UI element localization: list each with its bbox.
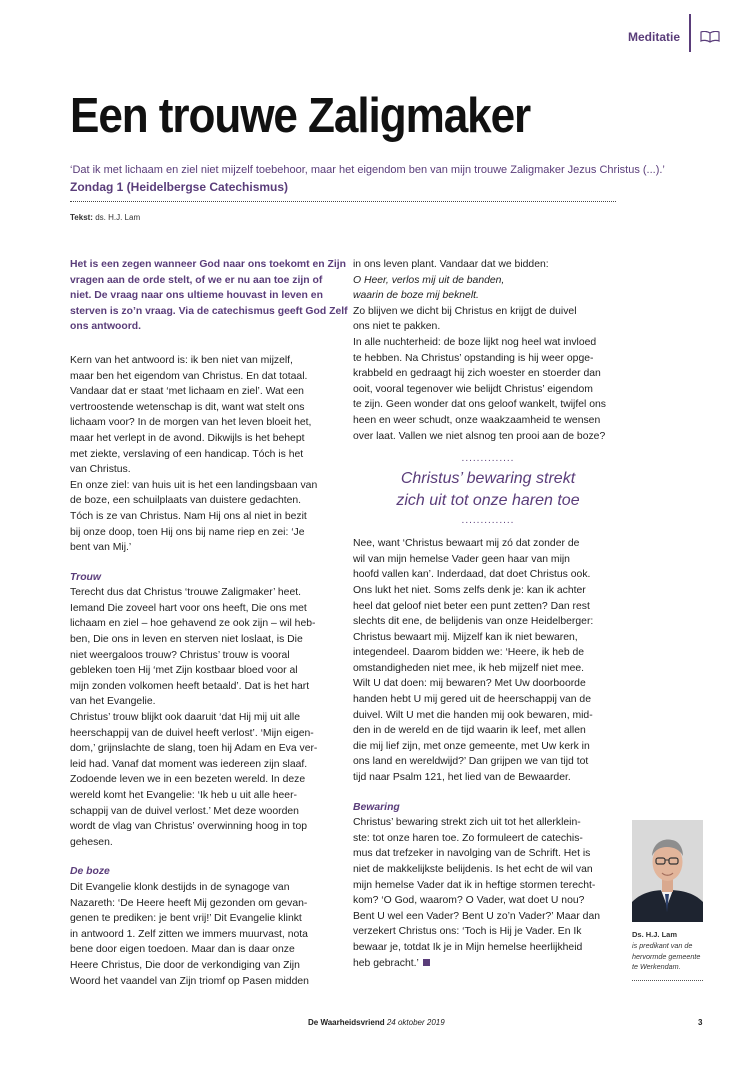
caption-divider (632, 980, 703, 981)
text-line: Wilt U dat doen: mij bewaren? Met Uw doorboorde (353, 678, 586, 690)
text-line: heen en weer schudt, onze waakzaamheid te wensen (353, 414, 601, 426)
text-line: met ziekte, verslaving of een handicap. Tóch is het (70, 448, 304, 460)
caption-text (632, 941, 708, 973)
text-line: in ons leven plant. Vandaar dat we bidden: (353, 259, 549, 270)
lead-paragraph (70, 257, 348, 335)
text-line: leid had. Vanaf dat moment was iedereen zijn slaaf. (70, 758, 308, 770)
text-line: ooit, vooral tegenover wie belijdt Christus’ eigendom (353, 383, 593, 395)
text-line: hervormde gemeente (632, 951, 701, 961)
text-line: dom,’ grijnslachte de slang, toen hij Adam en Eva ver- (70, 743, 318, 755)
text-line: kom? ‘O God, waarom? O Vader, wat doet U nou? (353, 895, 585, 907)
text-line: ons niet te pakken. (353, 321, 441, 333)
paragraph (353, 815, 623, 971)
text-line: zich uit tot onze haren toe (396, 492, 580, 510)
pull-quote (353, 454, 623, 526)
text-line: de boze, een schuilplaats van duistere gedachten. (70, 495, 302, 507)
end-mark-icon (423, 959, 430, 966)
issue-date: 24 oktober 2019 (386, 1018, 445, 1027)
text-line: van het Evangelie. (70, 696, 156, 708)
pull-quote-dots-bottom: .............. (461, 515, 515, 527)
page-number: 3 (698, 1018, 703, 1027)
pull-quote-dots-top: .............. (461, 453, 515, 465)
text-line: niet. De vraag naar ons ultieme houvast in leven en (70, 290, 323, 302)
paragraph (70, 880, 340, 989)
text-line: Zodoende leven we in een bezeten wereld. In deze (70, 774, 306, 786)
text-line: Iemand Die zoveel hart voor ons heeft, Die ons met (70, 602, 307, 614)
text-line: wil van mijn hemelse Vader geen haar van mijn (353, 553, 570, 565)
text-line: In alle nuchterheid: de boze lijkt nog heel wat invloed (353, 336, 597, 348)
subheading-trouw: Trouw (70, 571, 101, 583)
text-line: ons antwoord. (70, 321, 141, 333)
text-line: tijd naar Psalm 121, het lied van de Bewaarder. (353, 772, 571, 784)
paragraph (70, 585, 340, 850)
text-line: gehesen. (70, 836, 113, 848)
text-line: ben, Die ons in leven en sterven niet loslaat, is Die (70, 634, 303, 646)
paragraph (353, 304, 623, 444)
text-line: Ons lukt het niet. Soms zelfs denk je: kan ik achter (353, 584, 586, 596)
byline-label: Tekst: (70, 213, 93, 222)
footer (308, 1018, 445, 1027)
text-line: genen te prediken: je bent vrij!’ Dit Evangelie klinkt (70, 913, 302, 925)
text-line: krabbeld en gedraagt hij zich woester en stoerder dan (353, 368, 601, 380)
text-line: hoofd vallen kan’. Inderdaad, dat doet Christus ook. (353, 569, 591, 581)
text-line: is predikant van de (632, 941, 693, 950)
text-line: bent van Mij.’ (70, 542, 132, 554)
prayer-verse (353, 273, 623, 304)
text-line: maar het verlept in de avond. Dikwijls is het behept (70, 432, 305, 444)
text-line: te hebben. Na Christus’ opstanding is hij weer opge- (353, 352, 594, 364)
text-line: schappij van de duivel verlost.’ Met deze woorden (70, 805, 299, 817)
text-line: te zijn. Geen wonder dat ons geloof wankelt, twijfel ons (353, 399, 606, 411)
text-line: Het is een zegen wanneer God naar ons toekomt en Zijn (70, 259, 346, 270)
text-line: En onze ziel: van huis uit is het een landingsbaan van (70, 479, 318, 491)
text-line: Christus bewaart mij. Mijzelf kan ik niet bewaren, (353, 631, 578, 643)
text-line: Terecht dus dat Christus ‘trouwe Zaligmaker’ heet. (70, 587, 302, 599)
header-divider (689, 14, 691, 52)
text-line: ons land en wereldwijd?’ Dan grijpen we van tijd tot (353, 756, 589, 768)
text-line: wordt de vlag van Christus’ overwinning hoog in top (70, 821, 308, 833)
text-line: Bent U wel een Vader? Bent U zo’n Vader?’ Maar dan (353, 910, 601, 922)
text-line: den in de wereld en de tijd waarin ik leef, met allen (353, 725, 586, 737)
text-line: Nee, want ‘Christus bewaart mij zó dat zonder de (353, 538, 580, 550)
catechism-quote: ‘Dat ik met lichaam en ziel niet mijzelf toebehoor, maar het eigendom ben van mijn trouwe Zaligmaker Jezus Christus (...).’ (70, 164, 665, 176)
text-line: Christus’ bewaring strekt zich uit tot het allerklein- (353, 817, 581, 829)
text-line: van Christus. (70, 464, 131, 476)
byline (70, 213, 140, 222)
text-line: Christus’ trouw blijkt ook daaruit ‘dat Hij mij uit alle (70, 712, 301, 724)
text-line: over laat. Vallen we niet alsnog ten prooi aan de boze? (353, 430, 606, 442)
text-line: Dit Evangelie klonk destijds in de synagoge van (70, 881, 290, 893)
text-line: heel dat geloof niet beter een punt zetten? Dan rest (353, 600, 590, 612)
magazine-name: De Waarheidsvriend (308, 1018, 385, 1027)
text-line: gebleken toen Hij ‘met Zijn kostbaar bloed voor al (70, 665, 298, 677)
text-line: mus dat trefzeker in navolging van de Schrift. Het is (353, 848, 591, 860)
text-line: omstandigheden niet mee, ik heb mijzelf niet mee. (353, 662, 585, 674)
text-line: ste: tot onze haren toe. Zo formuleert de catechis- (353, 832, 583, 844)
book-icon (700, 30, 720, 48)
text-line: integendeel. Daarom bidden we: ‘Heere, ik heb de (353, 647, 585, 659)
text-line: duivel. Wilt U met die handen mij ook bewaren, mid- (353, 709, 593, 721)
text-line: te Werkendam. (632, 962, 681, 971)
quote-source: Zondag 1 (Heidelbergse Catechismus) (70, 180, 289, 194)
text-line: maar ben het eigendom van Christus. En dat totaal. (70, 370, 308, 382)
text-line: sterven is zo’n vraag. Via de catechismus geeft God Zelf (70, 305, 348, 317)
text-line: die mij lief zijn, met onze gemeente, met Uw kerk in (353, 740, 590, 752)
text-line: O Heer, verlos mij uit de banden, (353, 274, 505, 286)
right-column (353, 257, 623, 971)
text-line: lichaam voor? In de morgen van het leven bloeit het, (70, 417, 312, 429)
text-line: Nazareth: ‘De Heere heeft Mij gezonden om gevan- (70, 897, 308, 909)
subheading-de-boze: De boze (70, 866, 110, 878)
text-line: mijn zonden volkomen heeft betaald’. Dat is het hart (70, 680, 310, 692)
text-line: Christus’ bewaring strekt (400, 470, 576, 488)
author-photo (632, 820, 703, 922)
text-line: wereld komt het Evangelie: ‘Ik heb u uit alle heer- (70, 790, 297, 801)
text-line: verzekert Christus ons: ‘Toch is Hij je Vader. En Ik (353, 926, 582, 938)
text-line: bij onze doop, toen Hij ons bij name riep en zei: ‘Je (70, 526, 305, 538)
text-line: Zo blijven we dicht bij Christus en krijgt de duivel (353, 305, 577, 317)
paragraph (353, 257, 623, 273)
text-line: Tóch is ze van Christus. Nam Hij ons al niet in bezit (70, 510, 307, 522)
divider (70, 201, 616, 202)
text-line: bene door eigen toedoen. Maar dan is daar onze (70, 944, 295, 956)
byline-author: ds. H.J. Lam (95, 213, 141, 222)
text-line: Kern van het antwoord is: ik ben niet van mijzelf, (70, 354, 293, 366)
text-line: handen hebt U mij gered uit de heerschappij van de (353, 694, 591, 706)
text-line: Heere Christus, Die door de verkondiging van Zijn (70, 959, 300, 971)
text-line: Vandaar dat er staat ‘met lichaam en ziel’. Wat een (70, 386, 304, 398)
left-column (70, 257, 348, 989)
text-line: waarin de boze mij beknelt. (353, 290, 479, 302)
subheading-bewaring: Bewaring (353, 801, 400, 813)
text-line: Woord het vaandel van Zijn triomf op Pasen midden (70, 975, 309, 987)
paragraph (353, 536, 623, 786)
text-line: niet de makkelijkste belijdenis. Is het echt de wil van (353, 864, 593, 875)
text-line: slechts dit ene, de belijdenis van onze Heidelberger: (353, 616, 594, 628)
text-line: vertroostende wetenschap is dit, want wat stelt ons (70, 401, 305, 413)
caption-name: Ds. H.J. Lam (632, 930, 678, 939)
text-line: vragen aan de orde stelt, of we er nu aan toe zijn of (70, 274, 323, 286)
paragraph (70, 353, 340, 556)
text-line: mijn hemelse Vader dat ik in heftige stormen terecht- (353, 879, 596, 891)
text-line: in antwoord 1. Zelf zitten we immers muurvast, nota (70, 928, 308, 940)
article-title: Een trouwe Zaligmaker (70, 89, 531, 143)
text-line: heb gebracht.’ (353, 956, 623, 972)
section-label: Meditatie (628, 30, 681, 44)
text-line: heerschappij van de duivel heeft verlost’. ‘Mijn eigen- (70, 727, 314, 739)
text-line: lichaam en ziel – hoe gehavend ze ook zijn – wil heb- (70, 618, 316, 630)
text-line: bewaar je, totdat Ik je in Mijn hemelse heerlijkheid (353, 941, 583, 953)
pull-quote-text (353, 468, 623, 512)
text-line: niet weergaloos trouw? Christus’ trouw is vooral (70, 649, 290, 661)
